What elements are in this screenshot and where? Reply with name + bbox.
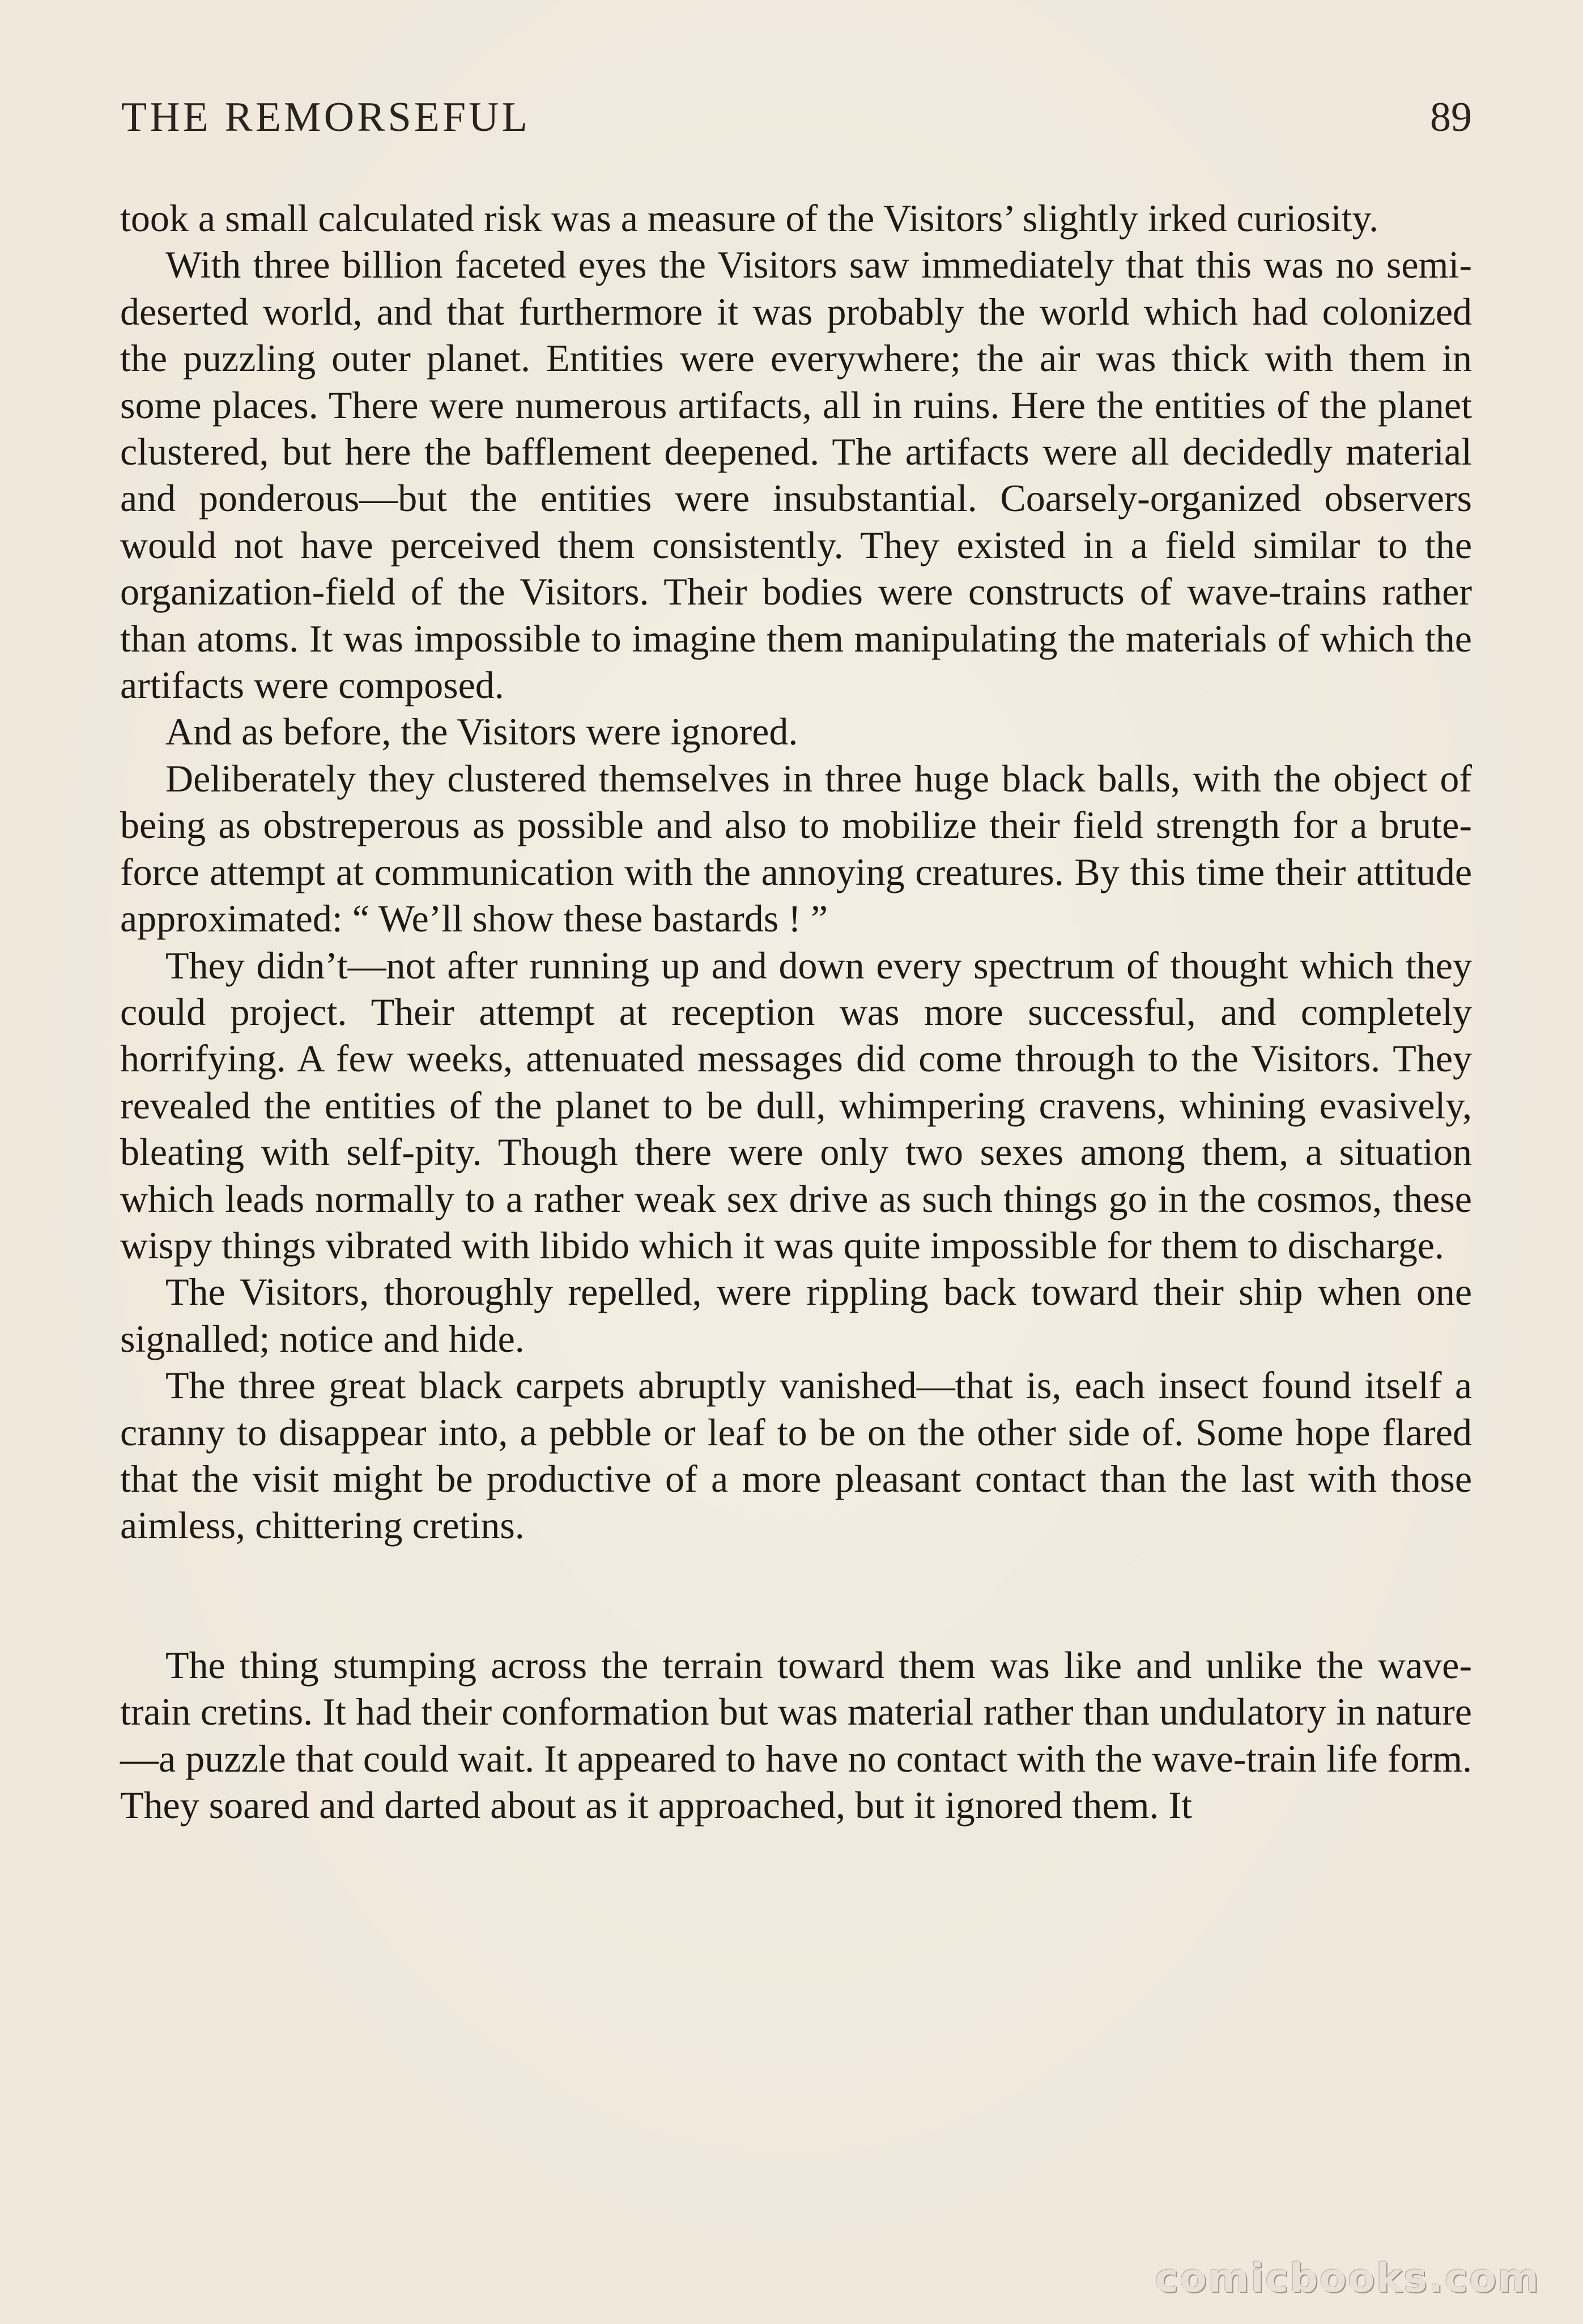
paragraph-1: took a small calculated risk was a measure of the Visitors’ slightly irked curiosity. [120,197,1379,240]
paragraph-5: They didn’t—not after running up and down every spectrum of thought which they could project. Their attempt at reception was more successful, and completely horrifying. A few weeks, attenuated messages did come through to the Visitors. They revealed the entities of the planet to be dull, whimpering cravens, whining evasively, bleating with self-pity. Though there were only two sexes among them, a situation which leads normally to a rather weak sex drive as such things go in the cosmos, these wispy things vibrated with libido which it was quite impossible for them to discharge. [120,943,1472,1267]
paragraph-3: And as before, the Visitors were ignored. [165,710,798,754]
paragraph-4: Deliberately they clustered themselves in three huge black balls, with the object of being as obstreperous as possible and also to mobilize their field strength for a brute-force attempt at communication with the annoying creatures. By this time their attitude approximated: “ We’ll show these bastards ! ” [120,756,1472,940]
watermark: comicbooks.com [1155,2255,1540,2301]
paragraph-7: The three great black carpets abruptly vanished—that is, each insect found itself a cranny to disappear into, a pebble or leaf to be on the other side of. Some hope flared that the visit might be productive of a more pleasant contact than the last with those aimless, chittering cretins. [120,1364,1472,1547]
page-number: 89 [1430,94,1472,141]
paragraph-8: The thing stumping across the terrain toward them was like and unlike the wave-train cretins. It had their conformation but was material rather than undulatory in nature—a puzzle that could wait. It appeared to have no contact with the wave-train life form. They soared and darted about as it approached, but it ignored them. It [120,1643,1472,1827]
body-text [120,195,1472,1828]
paragraph-2: With three billion faceted eyes the Visitors saw immediately that this was no semi-deserted world, and that furthermore it was probably the world which had colonized the puzzling outer planet. Entities were everywhere; the air was thick with them in some places. There were numerous artifacts, all in ruins. Here the entities of the planet clustered, but here the bafflement deepened. The artifacts were all decidedly material and ponderous—but the entities were insubstantial. Coarsely-organized observers would not have perceived them consistently. They existed in a field similar to the organization-field of the Visitors. Their bodies were constructs of wave-trains rather than atoms. It was impossible to imagine them manipulating the materials of which the artifacts were composed. [120,243,1472,707]
paragraph-6: The Visitors, thoroughly repelled, were rippling back toward their ship when one signalled; notice and hide. [120,1270,1472,1360]
section-break [120,1549,1472,1642]
running-head: THE REMORSEFUL [121,94,530,141]
